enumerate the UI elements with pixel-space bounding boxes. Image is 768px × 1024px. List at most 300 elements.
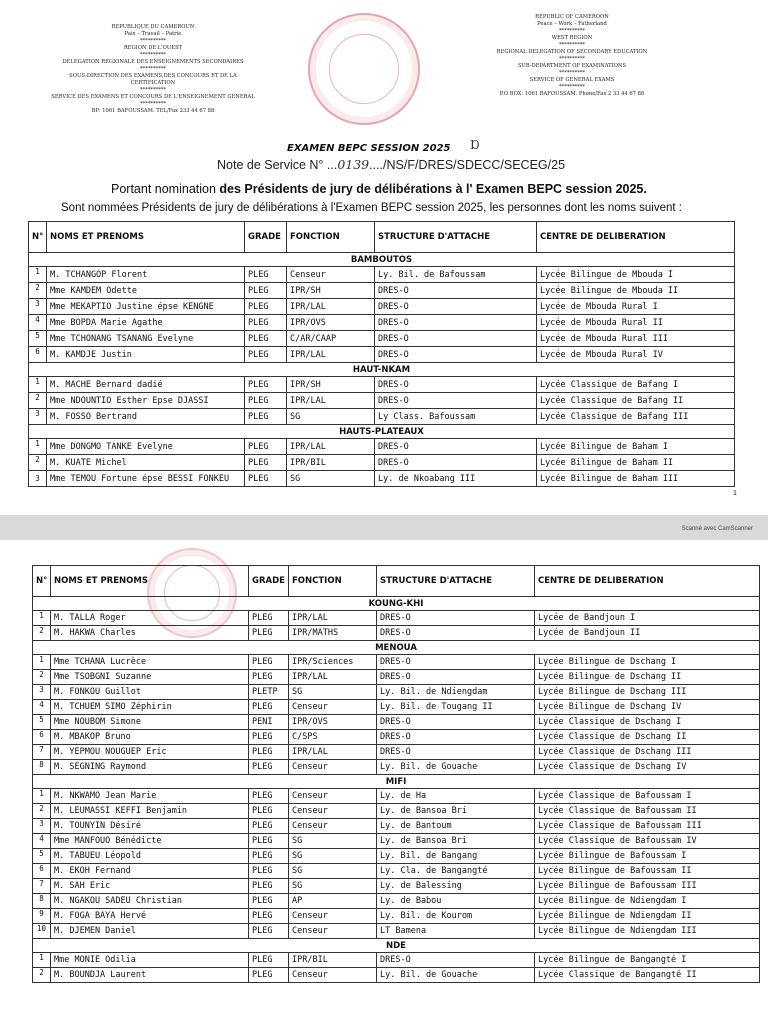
- table-row: [33, 760, 760, 775]
- col-centre-cell: Lycée de Mbouda Rural II: [537, 315, 735, 331]
- table-row: [33, 700, 760, 715]
- table-row: [33, 670, 760, 685]
- col-name-cell: M. NGAKOU SADEU Christian: [51, 894, 249, 909]
- col-structure-cell: DRES-O: [377, 730, 535, 745]
- col-centre-cell: Lycée Bilingue de Ndiengdam I: [535, 894, 760, 909]
- col-structure-cell: DRES-O: [375, 299, 537, 315]
- col-structure-cell: DRES-O: [377, 655, 535, 670]
- page-number: 1: [733, 490, 737, 497]
- col-function-header: FONCTION: [287, 222, 375, 253]
- col-centre-cell: Lycée Bilingue de Ndiengdam III: [535, 924, 760, 939]
- col-grade-cell: PLEG: [249, 670, 289, 685]
- col-name-cell: M. HAKWA Charles: [51, 626, 249, 641]
- table-row: [29, 471, 735, 487]
- col-centre-cell: Lycée Bilingue de Dschang II: [535, 670, 760, 685]
- col-grade-cell: PLEG: [249, 909, 289, 924]
- reference-line: [217, 157, 565, 172]
- table-row: [33, 715, 760, 730]
- col-name-cell: M. MACHE Bernard dadié: [47, 377, 245, 393]
- subject-prefix: Portant nomination: [111, 182, 220, 196]
- table-row: [33, 730, 760, 745]
- col-function-cell: Censeur: [289, 909, 377, 924]
- header-french-line: CERTIFICATION: [130, 80, 176, 86]
- header-french-line: **********: [140, 52, 166, 58]
- header-english-line: REPUBLIC OF CAMEROON: [535, 14, 609, 20]
- table-row: [29, 299, 735, 315]
- section-title: MENOUA: [33, 641, 760, 655]
- table-row: [29, 267, 735, 283]
- col-centre-cell: Lycée Classique de Dschang IV: [535, 760, 760, 775]
- col-function-cell: IPR/LAL: [287, 299, 375, 315]
- col-grade-cell: PLEG: [245, 377, 287, 393]
- col-number-cell: 2: [29, 283, 47, 299]
- section-title: MIFI: [33, 775, 760, 789]
- col-name-cell: M. TALLA Roger: [51, 611, 249, 626]
- col-function-cell: Censeur: [289, 924, 377, 939]
- col-centre-header: CENTRE DE DELIBERATION: [535, 566, 760, 597]
- header-french: [38, 24, 268, 115]
- col-structure-cell: Ly. Bil. de Gouache: [377, 760, 535, 775]
- col-number-cell: 7: [33, 745, 51, 760]
- reference-suffix: ..../NS/F/DRES/SDECC/SECEG/25: [369, 158, 566, 172]
- signature-mark: Ɒ: [470, 138, 480, 152]
- table-row: [33, 819, 760, 834]
- col-name-cell: Mme BOPDA Marie Agathe: [47, 315, 245, 331]
- col-centre-cell: Lycée de Mbouda Rural IV: [537, 347, 735, 363]
- col-name-cell: M. FOSSO Bertrand: [47, 409, 245, 425]
- col-number-cell: 6: [29, 347, 47, 363]
- header-english-line: **********: [559, 84, 585, 90]
- table-row: [33, 968, 760, 983]
- col-number-cell: 3: [33, 685, 51, 700]
- col-function-cell: IPR/LAL: [287, 439, 375, 455]
- table-row: [29, 283, 735, 299]
- col-number-cell: 2: [29, 455, 47, 471]
- col-grade-cell: PLEG: [249, 849, 289, 864]
- col-function-cell: Censeur: [289, 760, 377, 775]
- table-row: [29, 347, 735, 363]
- col-number-cell: 4: [33, 700, 51, 715]
- col-grade-cell: PLEG: [245, 393, 287, 409]
- col-centre-cell: Lycée Bilingue de Bafoussam III: [535, 879, 760, 894]
- col-function-cell: SG: [287, 471, 375, 487]
- col-structure-cell: Ly. Bil. de Kourom: [377, 909, 535, 924]
- col-structure-header: STRUCTURE D'ATTACHE: [377, 566, 535, 597]
- col-name-cell: M. EKOH Fernand: [51, 864, 249, 879]
- col-grade-cell: PENI: [249, 715, 289, 730]
- col-grade-header: GRADE: [249, 566, 289, 597]
- col-grade-cell: PLEG: [245, 471, 287, 487]
- col-structure-cell: DRES-O: [375, 283, 537, 299]
- col-grade-cell: PLEG: [245, 331, 287, 347]
- col-function-cell: Censeur: [287, 267, 375, 283]
- table-row: [33, 849, 760, 864]
- col-number-cell: 1: [33, 953, 51, 968]
- col-centre-cell: Lycée Bilingue de Dschang IV: [535, 700, 760, 715]
- col-structure-cell: Ly. de Ha: [377, 789, 535, 804]
- col-grade-cell: PLEG: [249, 879, 289, 894]
- col-number-cell: 5: [33, 849, 51, 864]
- official-stamp: [308, 13, 420, 125]
- col-name-cell: Mme TCHONANG TSANANG Evelyne: [47, 331, 245, 347]
- col-function-cell: IPR/BIL: [289, 953, 377, 968]
- col-grade-cell: PLEG: [245, 315, 287, 331]
- header-french-line: SOUS-DIRECTION DES EXAMENS,DES CONCOURS ET DE LA: [69, 73, 237, 79]
- table-row: [33, 745, 760, 760]
- col-structure-cell: Ly. Bil. de Gouache: [377, 968, 535, 983]
- col-name-cell: M. SEGNING Raymond: [51, 760, 249, 775]
- col-number-cell: 8: [33, 760, 51, 775]
- col-name-cell: M. TCHANGOP Florent: [47, 267, 245, 283]
- col-centre-cell: Lycée Bilingue de Mbouda I: [537, 267, 735, 283]
- col-function-cell: IPR/LAL: [289, 611, 377, 626]
- subject-line: [111, 182, 647, 196]
- col-grade-cell: PLEG: [245, 409, 287, 425]
- col-grade-cell: PLEG: [249, 626, 289, 641]
- section-row: [29, 363, 735, 377]
- col-grade-cell: PLEG: [245, 299, 287, 315]
- col-number-cell: 2: [29, 393, 47, 409]
- col-name-cell: Mme DONGMO TANKE Evelyne: [47, 439, 245, 455]
- col-function-cell: C/AR/CAAP: [287, 331, 375, 347]
- col-grade-cell: PLEG: [245, 283, 287, 299]
- table-row: [33, 909, 760, 924]
- col-function-header: FONCTION: [289, 566, 377, 597]
- col-centre-cell: Lycée Bilingue de Bafoussam I: [535, 849, 760, 864]
- table-row: [33, 655, 760, 670]
- col-function-cell: SG: [289, 834, 377, 849]
- section-row: [33, 939, 760, 953]
- col-function-cell: SG: [289, 879, 377, 894]
- col-structure-cell: Ly Class. Bafoussam: [375, 409, 537, 425]
- col-function-cell: Censeur: [289, 819, 377, 834]
- intro-sentence: Sont nommées Présidents de jury de délibérations à l'Examen BEPC session 2025, les personnes dont les noms suivent :: [61, 202, 682, 214]
- section-title: KOUNG-KHI: [33, 597, 760, 611]
- section-row: [33, 597, 760, 611]
- col-function-cell: IPR/MATHS: [289, 626, 377, 641]
- col-centre-cell: Lycée Classique de Bafoussam IV: [535, 834, 760, 849]
- col-number-cell: 3: [33, 819, 51, 834]
- section-row: [33, 775, 760, 789]
- header-french-line: **********: [140, 87, 166, 93]
- col-centre-cell: Lycée de Bandjoun I: [535, 611, 760, 626]
- col-number-cell: 6: [33, 730, 51, 745]
- table-row: [29, 331, 735, 347]
- col-structure-cell: DRES-O: [377, 953, 535, 968]
- col-structure-cell: DRES-O: [375, 393, 537, 409]
- col-grade-cell: PLEG: [249, 745, 289, 760]
- col-grade-cell: PLEG: [245, 439, 287, 455]
- header-english-line: WEST REGION: [551, 35, 593, 41]
- col-centre-cell: Lycée Bilingue de Baham III: [537, 471, 735, 487]
- col-number-cell: 4: [29, 315, 47, 331]
- col-structure-cell: Ly. Cla. de Bangangté: [377, 864, 535, 879]
- col-function-cell: Censeur: [289, 700, 377, 715]
- col-structure-cell: DRES-O: [377, 670, 535, 685]
- table-row: [33, 879, 760, 894]
- col-name-cell: M. LEUMASSI KEFFI Benjamin: [51, 804, 249, 819]
- col-name-cell: Mme NDOUNTIO Esther Epse DJASSI: [47, 393, 245, 409]
- table-row: [33, 894, 760, 909]
- col-grade-cell: PLEG: [249, 864, 289, 879]
- col-grade-cell: PLEG: [245, 455, 287, 471]
- col-name-header: NOMS ET PRENOMS: [47, 222, 245, 253]
- col-name-cell: M. NKWAMO Jean Marie: [51, 789, 249, 804]
- col-function-cell: IPR/SH: [287, 283, 375, 299]
- col-grade-cell: PLEG: [249, 804, 289, 819]
- scanner-note: Scanné avec CamScanner: [681, 526, 753, 532]
- col-name-cell: M. KUATE Michel: [47, 455, 245, 471]
- header-french-line: Paix – Travail – Patrie: [124, 31, 182, 37]
- col-centre-cell: Lycée de Mbouda Rural I: [537, 299, 735, 315]
- col-number-cell: 2: [33, 804, 51, 819]
- section-row: [29, 253, 735, 267]
- header-french-line: **********: [140, 38, 166, 44]
- col-structure-cell: Ly. de Bansoa Bri: [377, 834, 535, 849]
- col-function-cell: IPR/LAL: [289, 745, 377, 760]
- col-grade-cell: PLEG: [245, 267, 287, 283]
- col-centre-cell: Lycée Bilingue de Dschang I: [535, 655, 760, 670]
- col-function-cell: IPR/OVS: [287, 315, 375, 331]
- table-row: [33, 789, 760, 804]
- col-number-cell: 8: [33, 894, 51, 909]
- col-number-cell: 1: [33, 655, 51, 670]
- col-structure-cell: DRES-O: [375, 377, 537, 393]
- col-number-cell: 1: [29, 439, 47, 455]
- col-number-cell: 1: [33, 789, 51, 804]
- table-row: [33, 804, 760, 819]
- col-number-cell: 7: [33, 879, 51, 894]
- header-english-line: **********: [559, 42, 585, 48]
- table-row: [29, 377, 735, 393]
- col-centre-cell: Lycée Classique de Bafoussam III: [535, 819, 760, 834]
- subject-bold: des Présidents de jury de délibérations à l' Examen BEPC session 2025.: [219, 182, 647, 196]
- col-grade-cell: PLEG: [249, 819, 289, 834]
- col-structure-cell: Ly. Bil. de Tougang II: [377, 700, 535, 715]
- col-function-cell: AP: [289, 894, 377, 909]
- col-structure-cell: DRES-O: [375, 331, 537, 347]
- col-number-cell: 3: [29, 471, 47, 487]
- col-structure-header: STRUCTURE D'ATTACHE: [375, 222, 537, 253]
- header-english-line: P.O BOX: 1061 BAFOUSSAM. Phone/Fax 2 33 44 67 88: [499, 91, 645, 97]
- col-grade-cell: PLEG: [249, 611, 289, 626]
- col-centre-cell: Lycée Classique de Bafoussam I: [535, 789, 760, 804]
- col-number-cell: 5: [33, 715, 51, 730]
- header-english-line: REGIONAL DELEGATION OF SECONDARY EDUCATION: [496, 49, 648, 55]
- reference-number: 0139: [337, 157, 370, 172]
- col-structure-cell: DRES-O: [377, 715, 535, 730]
- col-centre-cell: Lycée Classique de Bafoussam II: [535, 804, 760, 819]
- header-french-line: **********: [140, 66, 166, 72]
- col-centre-cell: Lycée Bilingue de Bangangté I: [535, 953, 760, 968]
- header-french-line: DELEGATION REGIONALE DES ENSEIGNEMENTS SECONDAIRES: [62, 59, 244, 65]
- col-number-cell: 1: [29, 267, 47, 283]
- col-centre-cell: Lycée Bilingue de Baham II: [537, 455, 735, 471]
- col-centre-cell: Lycée Bilingue de Baham I: [537, 439, 735, 455]
- col-centre-cell: Lycée Bilingue de Ndiengdam II: [535, 909, 760, 924]
- header-english-line: SERVICE OF GENERAL EXAMS: [529, 77, 615, 83]
- col-name-cell: M. FOGA BAYA Hervé: [51, 909, 249, 924]
- header-french-line: **********: [140, 101, 166, 107]
- col-grade-cell: PLEG: [249, 730, 289, 745]
- col-centre-header: CENTRE DE DELIBERATION: [537, 222, 735, 253]
- table-row: [33, 924, 760, 939]
- col-centre-cell: Lycée Bilingue de Dschang III: [535, 685, 760, 700]
- col-function-cell: IPR/BIL: [287, 455, 375, 471]
- header-english-line: Peace – Work – Fatherland: [537, 21, 607, 27]
- col-grade-cell: PLEG: [245, 347, 287, 363]
- col-centre-cell: Lycée de Mbouda Rural III: [537, 331, 735, 347]
- col-grade-cell: PLETP: [249, 685, 289, 700]
- col-centre-cell: Lycée Classique de Dschang II: [535, 730, 760, 745]
- header-french-line: SERVICE DES EXAMENS ET CONCOURS DE L'ENSEIGNEMENT GENERAL: [51, 94, 255, 100]
- col-structure-cell: Ly. de Bansoa Bri: [377, 804, 535, 819]
- col-grade-cell: PLEG: [249, 968, 289, 983]
- col-function-cell: Censeur: [289, 789, 377, 804]
- header-english-line: **********: [559, 70, 585, 76]
- col-number-cell: 9: [33, 909, 51, 924]
- section-row: [29, 425, 735, 439]
- col-function-cell: IPR/SH: [287, 377, 375, 393]
- table-header-row: [29, 222, 735, 253]
- col-grade-cell: PLEG: [249, 894, 289, 909]
- col-number-cell: 10: [33, 924, 51, 939]
- col-structure-cell: LT Bamena: [377, 924, 535, 939]
- col-function-cell: Censeur: [289, 968, 377, 983]
- col-number-cell: 3: [29, 409, 47, 425]
- col-function-cell: SG: [289, 864, 377, 879]
- col-structure-cell: DRES-O: [375, 347, 537, 363]
- col-structure-cell: Ly. Bil. de Bangang: [377, 849, 535, 864]
- col-function-cell: SG: [289, 685, 377, 700]
- table-row: [33, 626, 760, 641]
- col-number-cell: 2: [33, 626, 51, 641]
- col-structure-cell: DRES-O: [375, 455, 537, 471]
- table-row: [29, 315, 735, 331]
- col-centre-cell: Lycée Classique de Bafang III: [537, 409, 735, 425]
- col-number-cell: 3: [29, 299, 47, 315]
- col-number-header: N°: [29, 222, 47, 253]
- section-title: HAUT-NKAM: [29, 363, 735, 377]
- col-name-cell: M. TABUEU Léopold: [51, 849, 249, 864]
- table-header-row: [33, 566, 760, 597]
- header-english-line: **********: [559, 28, 585, 34]
- col-name-cell: M. TCHUEM SIMO Zéphirin: [51, 700, 249, 715]
- col-centre-cell: Lycée Classique de Bangangté II: [535, 968, 760, 983]
- col-name-cell: M. YEPMOU NOUGUEP Eric: [51, 745, 249, 760]
- col-grade-cell: PLEG: [249, 924, 289, 939]
- col-grade-cell: PLEG: [249, 953, 289, 968]
- header-english-line: **********: [559, 56, 585, 62]
- document-title: EXAMEN BEPC SESSION 2025: [287, 143, 451, 154]
- col-name-cell: M. FONKOU Guillot: [51, 685, 249, 700]
- table-row: [29, 393, 735, 409]
- col-grade-header: GRADE: [245, 222, 287, 253]
- col-grade-cell: PLEG: [249, 655, 289, 670]
- table-row: [29, 409, 735, 425]
- col-centre-cell: Lycée Bilingue de Bafoussam II: [535, 864, 760, 879]
- col-number-cell: 2: [33, 670, 51, 685]
- col-structure-cell: DRES-O: [377, 745, 535, 760]
- header-english: [462, 14, 682, 98]
- col-number-cell: 5: [29, 331, 47, 347]
- col-number-header: N°: [33, 566, 51, 597]
- col-function-cell: SG: [289, 849, 377, 864]
- col-function-cell: IPR/OVS: [289, 715, 377, 730]
- section-row: [33, 641, 760, 655]
- reference-prefix: Note de Service N° ...: [217, 158, 338, 172]
- header-english-line: SUB-DEPARTMENT OF EXAMINATIONS: [517, 63, 627, 69]
- col-structure-cell: DRES-O: [375, 439, 537, 455]
- col-name-cell: M. KAMDJE Justin: [47, 347, 245, 363]
- col-grade-cell: PLEG: [249, 789, 289, 804]
- col-structure-cell: Ly. de Balessing: [377, 879, 535, 894]
- col-name-cell: Mme MONIE Odilia: [51, 953, 249, 968]
- col-structure-cell: Ly. Bil. de Ndiengdam: [377, 685, 535, 700]
- col-grade-cell: PLEG: [249, 700, 289, 715]
- col-structure-cell: DRES-O: [377, 611, 535, 626]
- col-number-cell: 1: [29, 377, 47, 393]
- col-name-cell: M. DJEMEN Daniel: [51, 924, 249, 939]
- section-title: NDE: [33, 939, 760, 953]
- col-name-cell: M. MBAKOP Bruno: [51, 730, 249, 745]
- col-name-cell: M. BOUNDJA Laurent: [51, 968, 249, 983]
- col-centre-cell: Lycée Classique de Bafang II: [537, 393, 735, 409]
- col-grade-cell: PLEG: [249, 834, 289, 849]
- table-row: [33, 834, 760, 849]
- col-name-cell: Mme NOUBOM Simone: [51, 715, 249, 730]
- section-title: HAUTS-PLATEAUX: [29, 425, 735, 439]
- col-centre-cell: Lycée Classique de Bafang I: [537, 377, 735, 393]
- col-number-cell: 6: [33, 864, 51, 879]
- col-name-cell: Mme TSOBGNI Suzanne: [51, 670, 249, 685]
- col-function-cell: C/SPS: [289, 730, 377, 745]
- table-row: [33, 864, 760, 879]
- header-french-line: REGION DE L'OUEST: [123, 45, 183, 51]
- col-number-cell: 1: [33, 611, 51, 626]
- col-centre-cell: Lycée Classique de Dschang III: [535, 745, 760, 760]
- col-structure-cell: Ly. de Nkoabang III: [375, 471, 537, 487]
- header-french-line: REPUBLIQUE DU CAMEROUN: [111, 24, 195, 30]
- table-row: [33, 953, 760, 968]
- col-centre-cell: Lycée Bilingue de Mbouda II: [537, 283, 735, 299]
- col-function-cell: IPR/LAL: [289, 670, 377, 685]
- jury-table-page-2: [32, 565, 760, 983]
- table-row: [33, 685, 760, 700]
- col-number-cell: 4: [33, 834, 51, 849]
- header-french-line: BP: 1061 BAFOUSSAM. TEL/Fax 233 44 67 88: [91, 108, 215, 114]
- col-name-cell: Mme KAMDEM Odette: [47, 283, 245, 299]
- col-structure-cell: Ly. de Babou: [377, 894, 535, 909]
- col-function-cell: IPR/LAL: [287, 347, 375, 363]
- col-name-cell: Mme TCHANA Lucrèce: [51, 655, 249, 670]
- section-title: BAMBOUTOS: [29, 253, 735, 267]
- col-number-cell: 2: [33, 968, 51, 983]
- table-row: [29, 439, 735, 455]
- col-name-cell: M. TOUNYIN Désiré: [51, 819, 249, 834]
- col-structure-cell: Ly. de Bantoum: [377, 819, 535, 834]
- col-grade-cell: PLEG: [249, 760, 289, 775]
- col-structure-cell: DRES-O: [375, 315, 537, 331]
- table-row: [29, 455, 735, 471]
- col-centre-cell: Lycée de Bandjoun II: [535, 626, 760, 641]
- col-name-cell: Mme MANFOUO Bénédicte: [51, 834, 249, 849]
- col-name-cell: Mme MEKAPTIO Justine épse KENGNE: [47, 299, 245, 315]
- table-row: [33, 611, 760, 626]
- col-function-cell: Censeur: [289, 804, 377, 819]
- col-function-cell: SG: [287, 409, 375, 425]
- col-function-cell: IPR/LAL: [287, 393, 375, 409]
